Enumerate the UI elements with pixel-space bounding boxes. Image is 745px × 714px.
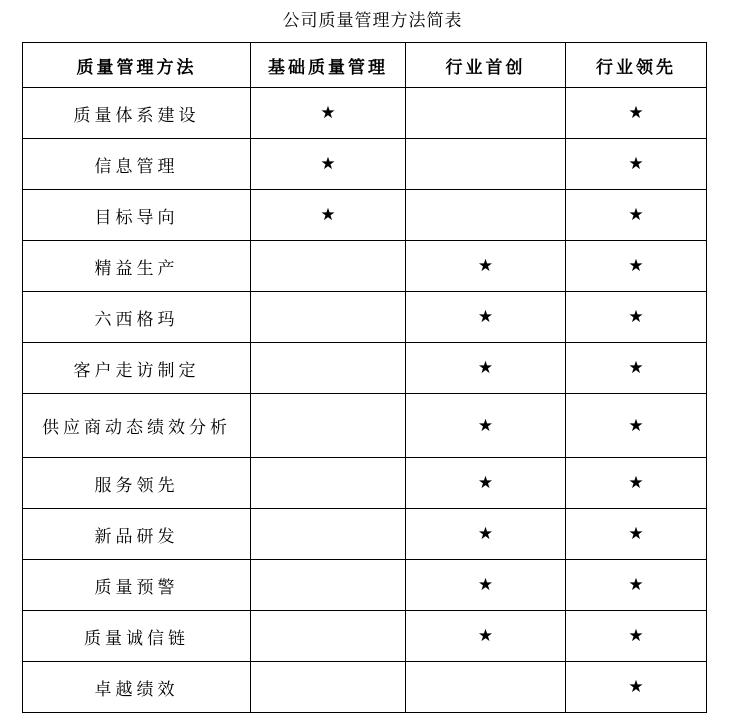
first-mark <box>406 139 566 190</box>
method-name: 精益生产 <box>23 241 251 292</box>
method-name: 信息管理 <box>23 139 251 190</box>
table-row <box>23 662 707 713</box>
leading-mark: ★ <box>566 458 707 509</box>
first-mark: ★ <box>406 560 566 611</box>
leading-mark: ★ <box>566 139 707 190</box>
first-mark <box>406 190 566 241</box>
header-leading: 行业领先 <box>566 43 707 88</box>
table-row <box>23 190 707 241</box>
leading-mark: ★ <box>566 343 707 394</box>
table-row <box>23 241 707 292</box>
leading-mark: ★ <box>566 509 707 560</box>
header-first: 行业首创 <box>406 43 566 88</box>
basic-mark <box>251 241 406 292</box>
header-method: 质量管理方法 <box>23 43 251 88</box>
leading-mark: ★ <box>566 662 707 713</box>
method-name: 供应商动态绩效分析 <box>23 394 251 458</box>
method-name: 新品研发 <box>23 509 251 560</box>
table-row <box>23 458 707 509</box>
table-row <box>23 88 707 139</box>
first-mark: ★ <box>406 394 566 458</box>
basic-mark <box>251 611 406 662</box>
table-row <box>23 394 707 458</box>
leading-mark: ★ <box>566 394 707 458</box>
method-name: 客户走访制定 <box>23 343 251 394</box>
leading-mark: ★ <box>566 292 707 343</box>
first-mark: ★ <box>406 509 566 560</box>
basic-mark <box>251 458 406 509</box>
leading-mark: ★ <box>566 241 707 292</box>
basic-mark <box>251 343 406 394</box>
table-row <box>23 611 707 662</box>
method-name: 服务领先 <box>23 458 251 509</box>
first-mark: ★ <box>406 611 566 662</box>
table-row <box>23 343 707 394</box>
basic-mark <box>251 292 406 343</box>
method-name: 目标导向 <box>23 190 251 241</box>
basic-mark <box>251 662 406 713</box>
method-name: 六西格玛 <box>23 292 251 343</box>
basic-mark <box>251 560 406 611</box>
table-row <box>23 560 707 611</box>
table-row <box>23 139 707 190</box>
basic-mark <box>251 509 406 560</box>
method-name: 卓越绩效 <box>23 662 251 713</box>
first-mark: ★ <box>406 241 566 292</box>
method-name: 质量体系建设 <box>23 88 251 139</box>
table-row <box>23 509 707 560</box>
first-mark: ★ <box>406 458 566 509</box>
table-row <box>23 292 707 343</box>
quality-methods-table <box>22 42 707 713</box>
basic-mark: ★ <box>251 139 406 190</box>
method-name: 质量诚信链 <box>23 611 251 662</box>
basic-mark: ★ <box>251 190 406 241</box>
basic-mark <box>251 394 406 458</box>
header-basic: 基础质量管理 <box>251 43 406 88</box>
method-name: 质量预警 <box>23 560 251 611</box>
leading-mark: ★ <box>566 88 707 139</box>
leading-mark: ★ <box>566 611 707 662</box>
header-row <box>23 43 707 88</box>
first-mark <box>406 88 566 139</box>
first-mark: ★ <box>406 343 566 394</box>
first-mark: ★ <box>406 292 566 343</box>
leading-mark: ★ <box>566 190 707 241</box>
table-title: 公司质量管理方法简表 <box>282 11 463 31</box>
leading-mark: ★ <box>566 560 707 611</box>
basic-mark: ★ <box>251 88 406 139</box>
first-mark <box>406 662 566 713</box>
